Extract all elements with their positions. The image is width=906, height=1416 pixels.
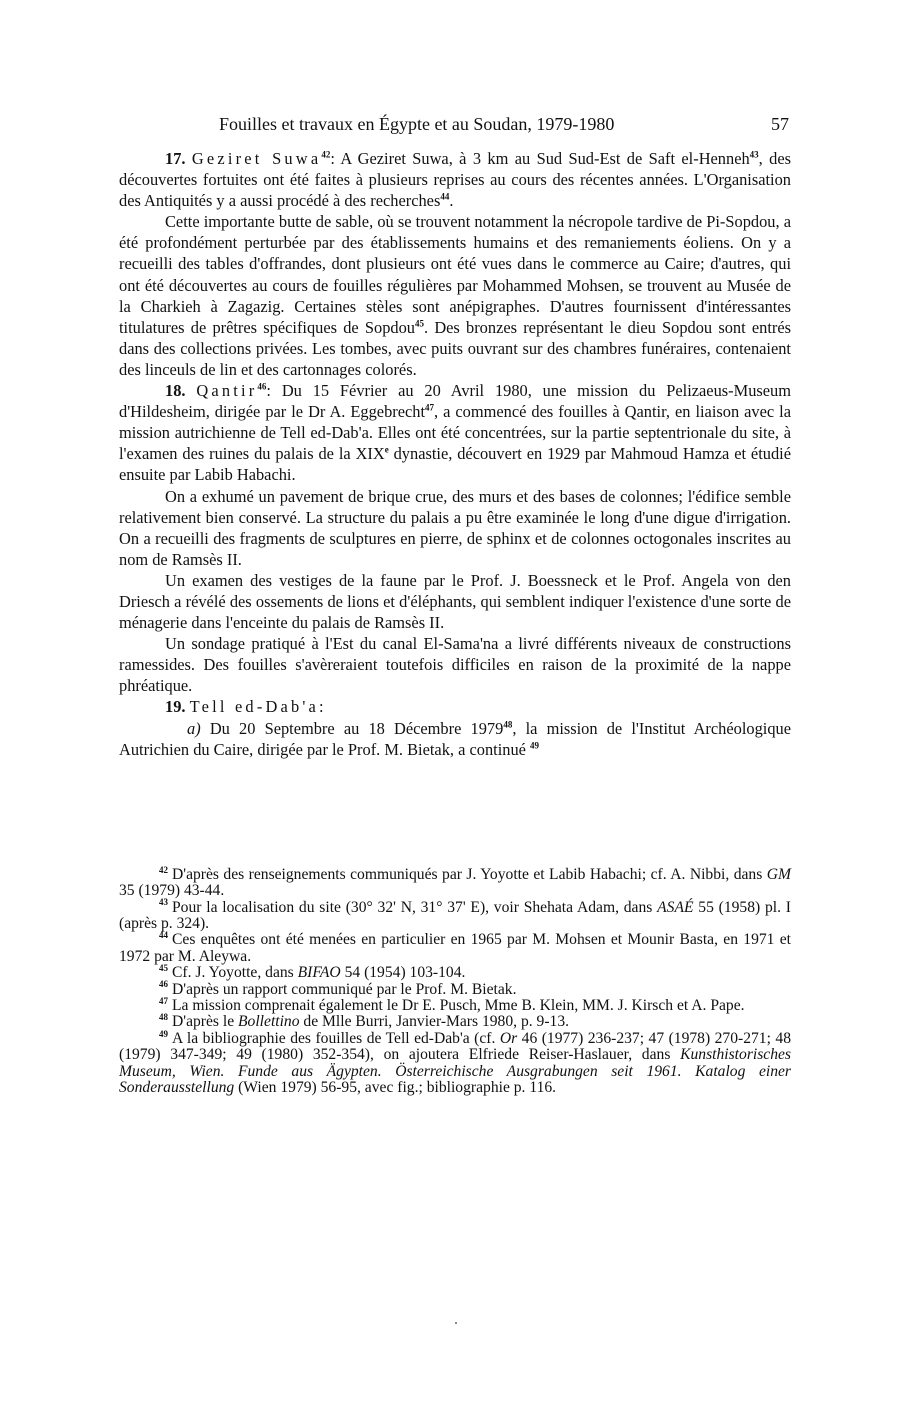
paragraph-18-b: On a exhumé un pavement de brique crue, des murs et des bases de colonnes; l'édifice semble relativement bien conservé. La structure du palais a pu être examinée le long d'une digue d'irrigation. On a recueilli des fragments de sculptures en pierre, de sphinx et de colonnes octogonales inscrites au nom de Ramsès II. <box>119 486 791 569</box>
footnote-45 <box>119 962 791 982</box>
running-header <box>119 112 791 146</box>
footnote-ref: 49 <box>530 740 540 751</box>
text-run: 55 (1958) pl. I (après p. 324). <box>119 898 791 932</box>
footnote-ref: 46 <box>257 381 267 392</box>
journal-abbrev: ASAÉ <box>657 898 694 916</box>
section-number: 18. <box>165 381 186 401</box>
paragraph-18-c: Un examen des vestiges de la faune par le Prof. J. Boessneck et le Prof. Angela von den Driesch a révélé des ossements de lions et d'éléphants, qui semblent indiquer l'existence d'une sorte de ménagerie dans l'enceinte du palais de Ramsès II. <box>119 570 791 633</box>
footnote-46 <box>119 979 791 998</box>
footnote-42 <box>119 864 791 900</box>
item-letter: a) <box>187 718 201 738</box>
paragraph-19 <box>119 696 791 717</box>
text-run: Pour la localisation du site (30° 32' N, 31° 37' E), voir Shehata Adam, dans <box>172 898 658 916</box>
footnote-ref: 47 <box>425 402 435 413</box>
footnotes <box>119 864 791 1097</box>
paragraph-19-a <box>119 718 791 760</box>
text-run: D'après un rapport communiqué par le Prof. M. Bietak. <box>172 980 517 998</box>
footnote-number: 46 <box>159 979 168 990</box>
journal-abbrev: Or <box>499 1029 518 1047</box>
place-name: Geziret Suwa <box>191 149 322 168</box>
text-run: , des découvertes fortuites ont été faites à plusieurs reprises au cours des récentes années. L'Organisation des Antiquités y a aussi procédé à des recherches <box>119 149 791 211</box>
journal-abbrev: BIFAO <box>297 964 341 982</box>
section-number: 17. <box>165 149 186 168</box>
place-name: Qantir <box>196 381 258 401</box>
page <box>119 112 791 1096</box>
page-number: 57 <box>771 114 789 134</box>
footnote-number: 48 <box>159 1012 168 1023</box>
footnote-ref: 43 <box>749 149 759 160</box>
superscript: e <box>384 444 389 455</box>
paragraph-17-b <box>119 211 791 380</box>
text-run: dynastie, découvert en 1929 par Mahmoud Hamza et étudié ensuite par Labib Habachi. <box>119 444 791 485</box>
paragraph-17 <box>119 148 791 211</box>
footnote-number: 43 <box>159 897 168 908</box>
footnote-ref: 44 <box>440 191 450 202</box>
journal-abbrev: Bollettino <box>238 1013 300 1031</box>
book-title: Kunsthistorisches Museum, Wien. Funde aus Ägypten. Österreichische Ausgrabungen seit 1961. Katalog einer Sonderausstellung <box>119 1046 791 1096</box>
text-run: de Mlle Burri, Janvier-Mars 1980, p. 9-13. <box>299 1013 570 1031</box>
footnote-ref: 42 <box>321 149 331 160</box>
footnote-number: 42 <box>159 864 168 875</box>
footnote-number: 47 <box>159 995 168 1006</box>
main-text <box>119 148 791 760</box>
text-run: : A Geziret Suwa, à 3 km au Sud Sud-Est de Saft el-Henneh <box>330 149 750 168</box>
running-title: Fouilles et travaux en Égypte et au Soudan, 1979-1980 <box>219 114 615 134</box>
footnote-number: 44 <box>159 930 168 941</box>
text-run: Cette importante butte de sable, où se trouvent notamment la nécropole tardive de Pi-Sopdou, a été profondément perturbée par des établissements humains et des remaniements éoliens. On y a recueilli des tables d'offrandes, dont plusieurs ont été vues dans le commerce au Caire; d'autres, qui ont été découvertes au cours de fouilles régulières par Mohammed Mohsen, se trouvent au Musée de la Charkieh à Zagazig. Certaines stèles sont anépigraphes. D'autres fournissent d'intéressantes titulatures de prêtres spécifiques de Sopdou <box>119 212 791 337</box>
footnote-48 <box>119 1014 791 1030</box>
text-run: D'après le <box>172 1013 239 1031</box>
footnote-43 <box>119 897 791 933</box>
text-run: Cf. J. Yoyotte, dans <box>172 964 298 982</box>
section-number: 19. <box>165 697 186 717</box>
place-name: Tell ed-Dab'a <box>189 697 320 717</box>
text-run: 35 (1979) 43-44. <box>119 882 225 900</box>
footnote-47 <box>119 995 791 1014</box>
footnote-number: 45 <box>159 962 168 973</box>
text-run: (Wien 1979) 56-95, avec fig.; bibliographie p. 116. <box>234 1079 557 1096</box>
footnote-44 <box>119 932 791 965</box>
footnote-number: 49 <box>159 1028 168 1039</box>
text-run: , a commencé des fouilles à Qantir, en liaison avec la mission autrichienne de Tell ed-Dab'a. Elles ont été concentrées, sur la partie septentrionale du site, à l'examen des ruines du palais de la XIX <box>119 402 791 464</box>
text-run: 46 (1977) 236-237; 47 (1978) 270-271; 48 (1979) 347-349; 49 (1980) 352-354), on ajoutera Elfriede Reiser-Haslauer, dans <box>119 1029 791 1064</box>
paragraph-18-d: Un sondage pratiqué à l'Est du canal El-Sama'na a livré différents niveaux de constructions ramessides. Des fouilles s'avèreraient toutefois difficiles en raison de la proximité de la nappe phréatique. <box>119 634 791 696</box>
text-run: D'après des renseignements communiqués par J. Yoyotte et Labib Habachi; cf. A. Nibbi, dans <box>172 865 767 883</box>
text-run: La mission comprenait également le Dr E. Pusch, Mme B. Klein, MM. J. Kirsch et A. Pape. <box>172 996 745 1014</box>
text-run: Ces enquêtes ont été menées en particulier en 1965 par M. Mohsen et Mounir Basta, en 1971 et 1972 par M. Aleywa. <box>119 931 791 965</box>
text-run: : <box>319 697 324 717</box>
footnote-49 <box>119 1028 791 1097</box>
text-run: , la mission de l'Institut Archéologique Autrichien du Caire, dirigée par le Prof. M. Bietak, a continué <box>119 718 791 759</box>
text-run: : Du 15 Février au 20 Avril 1980, une mission du Pelizaeus-Museum d'Hildesheim, dirigée par le Dr A. Eggebrecht <box>119 381 791 422</box>
text-run: Du 20 Septembre au 18 Décembre 1979 <box>200 718 504 738</box>
speck <box>455 1322 457 1324</box>
journal-abbrev: GM <box>766 865 791 883</box>
text-run: . <box>449 191 454 211</box>
paragraph-18 <box>119 380 791 485</box>
text-run: 54 (1954) 103-104. <box>340 964 466 982</box>
text-run: A la bibliographie des fouilles de Tell ed-Dab'a (cf. <box>172 1029 500 1047</box>
footnote-ref: 45 <box>415 318 424 329</box>
text-run: . Des bronzes représentant le dieu Sopdou sont entrés dans des collections privées. Les tombes, avec puits ouvrant sur des chambres funéraires, contenaient des linceuls de lin et des cartonnages colorés. <box>119 317 791 379</box>
footnote-ref: 48 <box>503 719 513 730</box>
